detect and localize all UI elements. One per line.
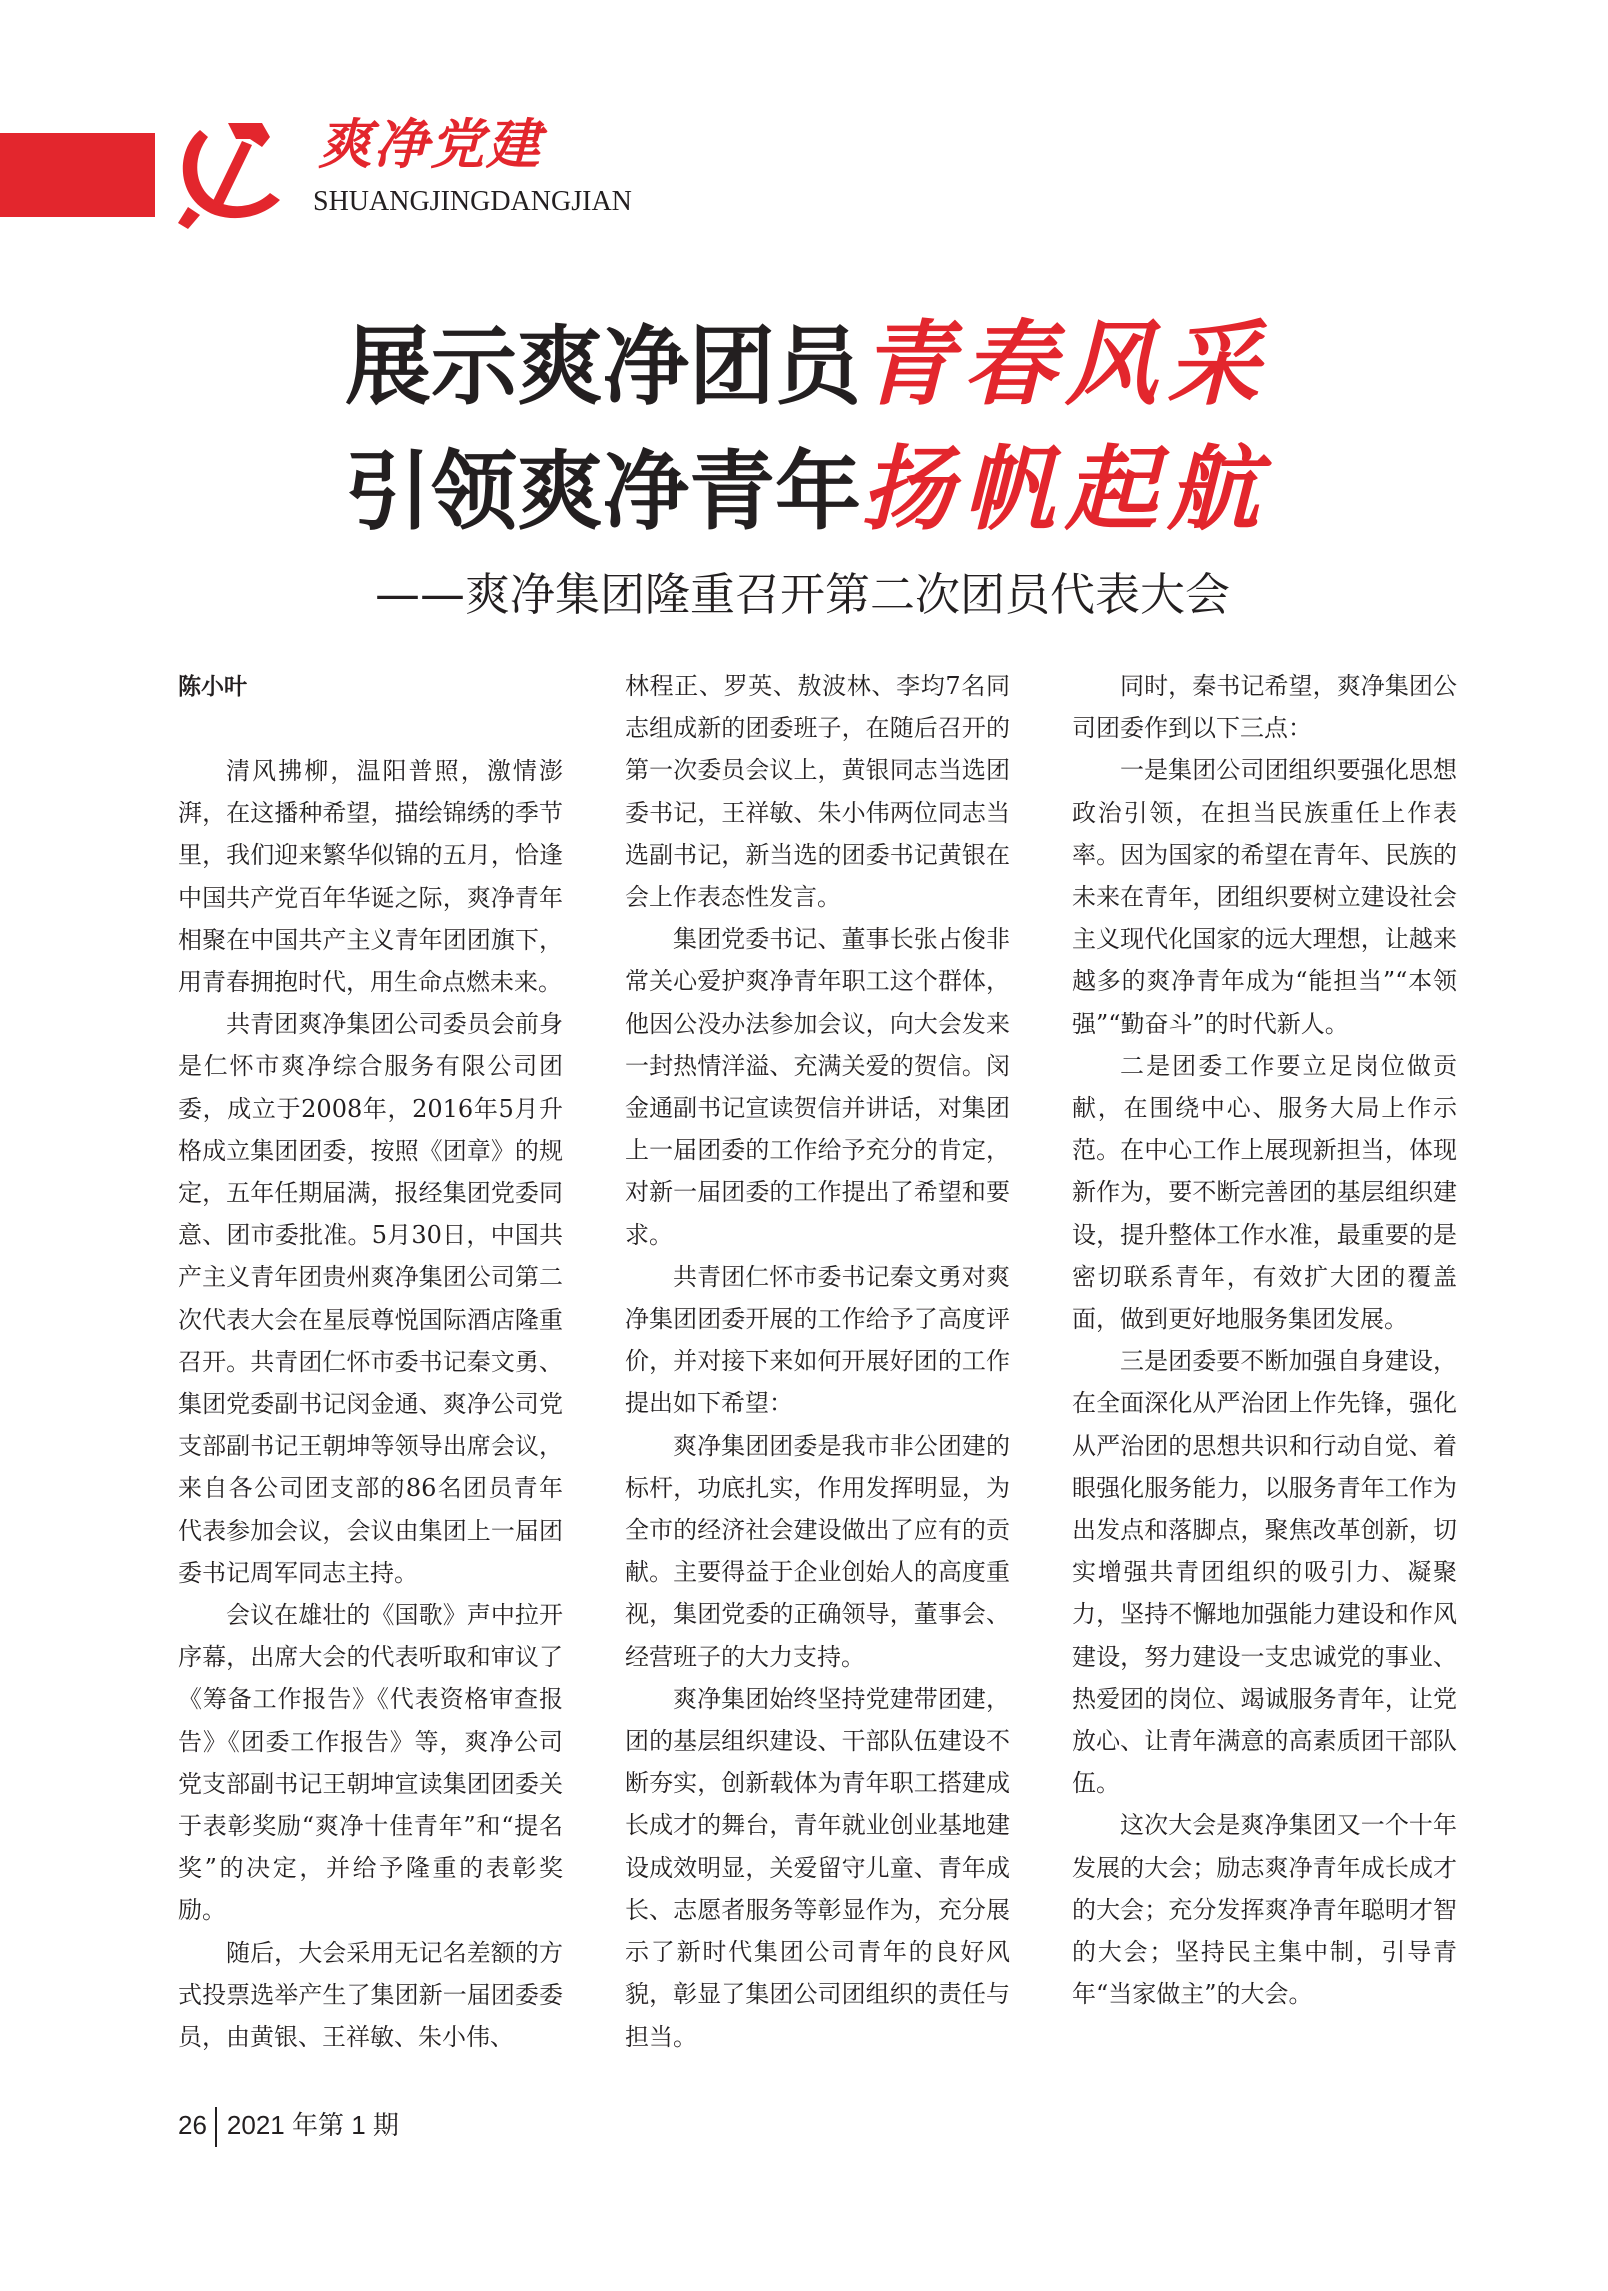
- paragraph: 爽净集团始终坚持党建带团建，团的基层组织建设、干部队伍建设不断夯实，创新载体为青年职工搭建成长成才的舞台，青年就业创业基地建设成效明显，关爱留守儿童、青年成长、志愿者服务等彰显作为，充分展示了新时代集团公司青年的良好风貌，彰显了集团公司团组织的责任与担当。: [625, 1684, 1010, 2051]
- headline-line-2-black: 引领爽净青年: [345, 441, 861, 542]
- paragraph: 随后，大会采用无记名差额的方式投票选举产生了集团新一届团委委员，由黄银、王祥敏、朱小伟、: [178, 1938, 563, 2052]
- headline-line-1-black: 展示爽净团员: [345, 316, 861, 417]
- paragraph: 会议在雄壮的《国歌》声中拉开序幕，出席大会的代表听取和审议了《筹备工作报告》《代表资格审查报告》《团委工作报告》等，爽净公司党支部副书记王朝坤宣读集团团委关于表彰奖励“爽净十佳青年”和“提名奖”的决定，并给予隆重的表彰奖励。: [178, 1601, 563, 1925]
- paragraph: 清风拂柳，温阳普照，激情澎湃，在这播种希望，描绘锦绣的季节里，我们迎来繁华似锦的五月，恰逢中国共产党百年华诞之际，爽净青年相聚在中国共产主义青年团团旗下，用青春拥抱时代，用生命点燃未来。: [178, 757, 563, 997]
- paragraph: 同时，秦书记希望，爽净集团公司团委作到以下三点：: [1072, 672, 1457, 743]
- paragraph: 爽净集团团委是我市非公团建的标杆，功底扎实，作用发挥明显，为全市的经济社会建设做出了应有的贡献。主要得益于企业创始人的高度重视，集团党委的正确领导，董事会、经营班子的大力支持。: [625, 1431, 1010, 1671]
- page-footer: [178, 2105, 399, 2145]
- section-color-bar: [0, 133, 155, 217]
- headline-line-2-red: 扬帆起航: [861, 436, 1270, 543]
- paragraph: 林程正、罗英、敖波林、李均7名同志组成新的团委班子，在随后召开的第一次委员会议上，黄银同志当选团委书记，王祥敏、朱小伟两位同志当选副书记，新当选的团委书记黄银在会上作表态性发言。: [625, 672, 1010, 912]
- headline-line-2: [345, 436, 1270, 543]
- paragraph: 一是集团公司团组织要强化思想政治引领，在担当民族重任上作表率。因为国家的希望在青年、民族的未来在青年，团组织要树立建设社会主义现代化国家的远大理想，让越来越多的爽净青年成为“能担当”“本领强”“勤奋斗”的时代新人。: [1072, 756, 1457, 1038]
- paragraph: 二是团委工作要立足岗位做贡献，在围绕中心、服务大局上作示范。在中心工作上展现新担当，体现新作为，要不断完善团的基层组织建设，提升整体工作水准，最重要的是密切联系青年，有效扩大团的覆盖面，做到更好地服务集团发展。: [1072, 1051, 1457, 1334]
- section-title: 爽净党建: [318, 113, 542, 176]
- author-byline: 陈小叶: [178, 674, 247, 700]
- paragraph: 共青团仁怀市委书记秦文勇对爽净集团团委开展的工作给予了高度评价，并对接下来如何开展好团的工作提出如下希望：: [625, 1262, 1010, 1418]
- headline-line-1-red: 青春风采: [861, 311, 1270, 418]
- issue-label: 2021 年第 1 期: [226, 2110, 399, 2140]
- paragraph: 集团党委书记、董事长张占俊非常关心爱护爽净青年职工这个群体，他因公没办法参加会议，向大会发来一封热情洋溢、充满关爱的贺信。闵金通副书记宣读贺信并讲话，对集团上一届团委的工作给予充分的肯定，对新一届团委的工作提出了希望和要求。: [625, 925, 1010, 1249]
- section-pinyin: SHUANGJINGDANGJIAN: [313, 186, 632, 217]
- article-column-3: [1072, 665, 1457, 2016]
- footer-divider: [215, 2107, 217, 2147]
- hammer-sickle-icon: [170, 115, 300, 235]
- page-number: 26: [178, 2110, 207, 2140]
- paragraph: 这次大会是爽净集团又一个十年发展的大会；励志爽净青年成长成才的大会；充分发挥爽净青年聪明才智的大会；坚持民主集中制，引导青年“当家做主”的大会。: [1072, 1811, 1457, 2009]
- paragraph: 共青团爽净集团公司委员会前身是仁怀市爽净综合服务有限公司团委，成立于2008年，2016年5月升格成立集团团委，按照《团章》的规定，五年任期届满，报经集团党委同意、团市委批准。5月30日，中国共产主义青年团贵州爽净集团公司第二次代表大会在星辰尊悦国际酒店隆重召开。共青团仁怀市委书记秦文勇、集团党委副书记闵金通、爽净公司党支部副书记王朝坤等领导出席会议，来自各公司团支部的86名团员青年代表参加会议，会议由集团上一届团委书记周军同志主持。: [178, 1010, 563, 1587]
- paragraph: 三是团委要不断加强自身建设，在全面深化从严治团上作先锋，强化从严治团的思想共识和行动自觉、着眼强化服务能力，以服务青年工作为出发点和落脚点，聚焦改革创新，切实增强共青团组织的吸引力、凝聚力，坚持不懈地加强能力建设和作风建设，努力建设一支忠诚党的事业、热爱团的岗位、竭诚服务青年，让党放心、让青年满意的高素质团干部队伍。: [1072, 1347, 1457, 1798]
- headline-line-1: [345, 311, 1270, 418]
- subtitle: ——爽净集团隆重召开第二次团员代表大会: [375, 568, 1231, 621]
- article-column-1: [178, 750, 563, 2058]
- article-column-2: [625, 665, 1010, 2058]
